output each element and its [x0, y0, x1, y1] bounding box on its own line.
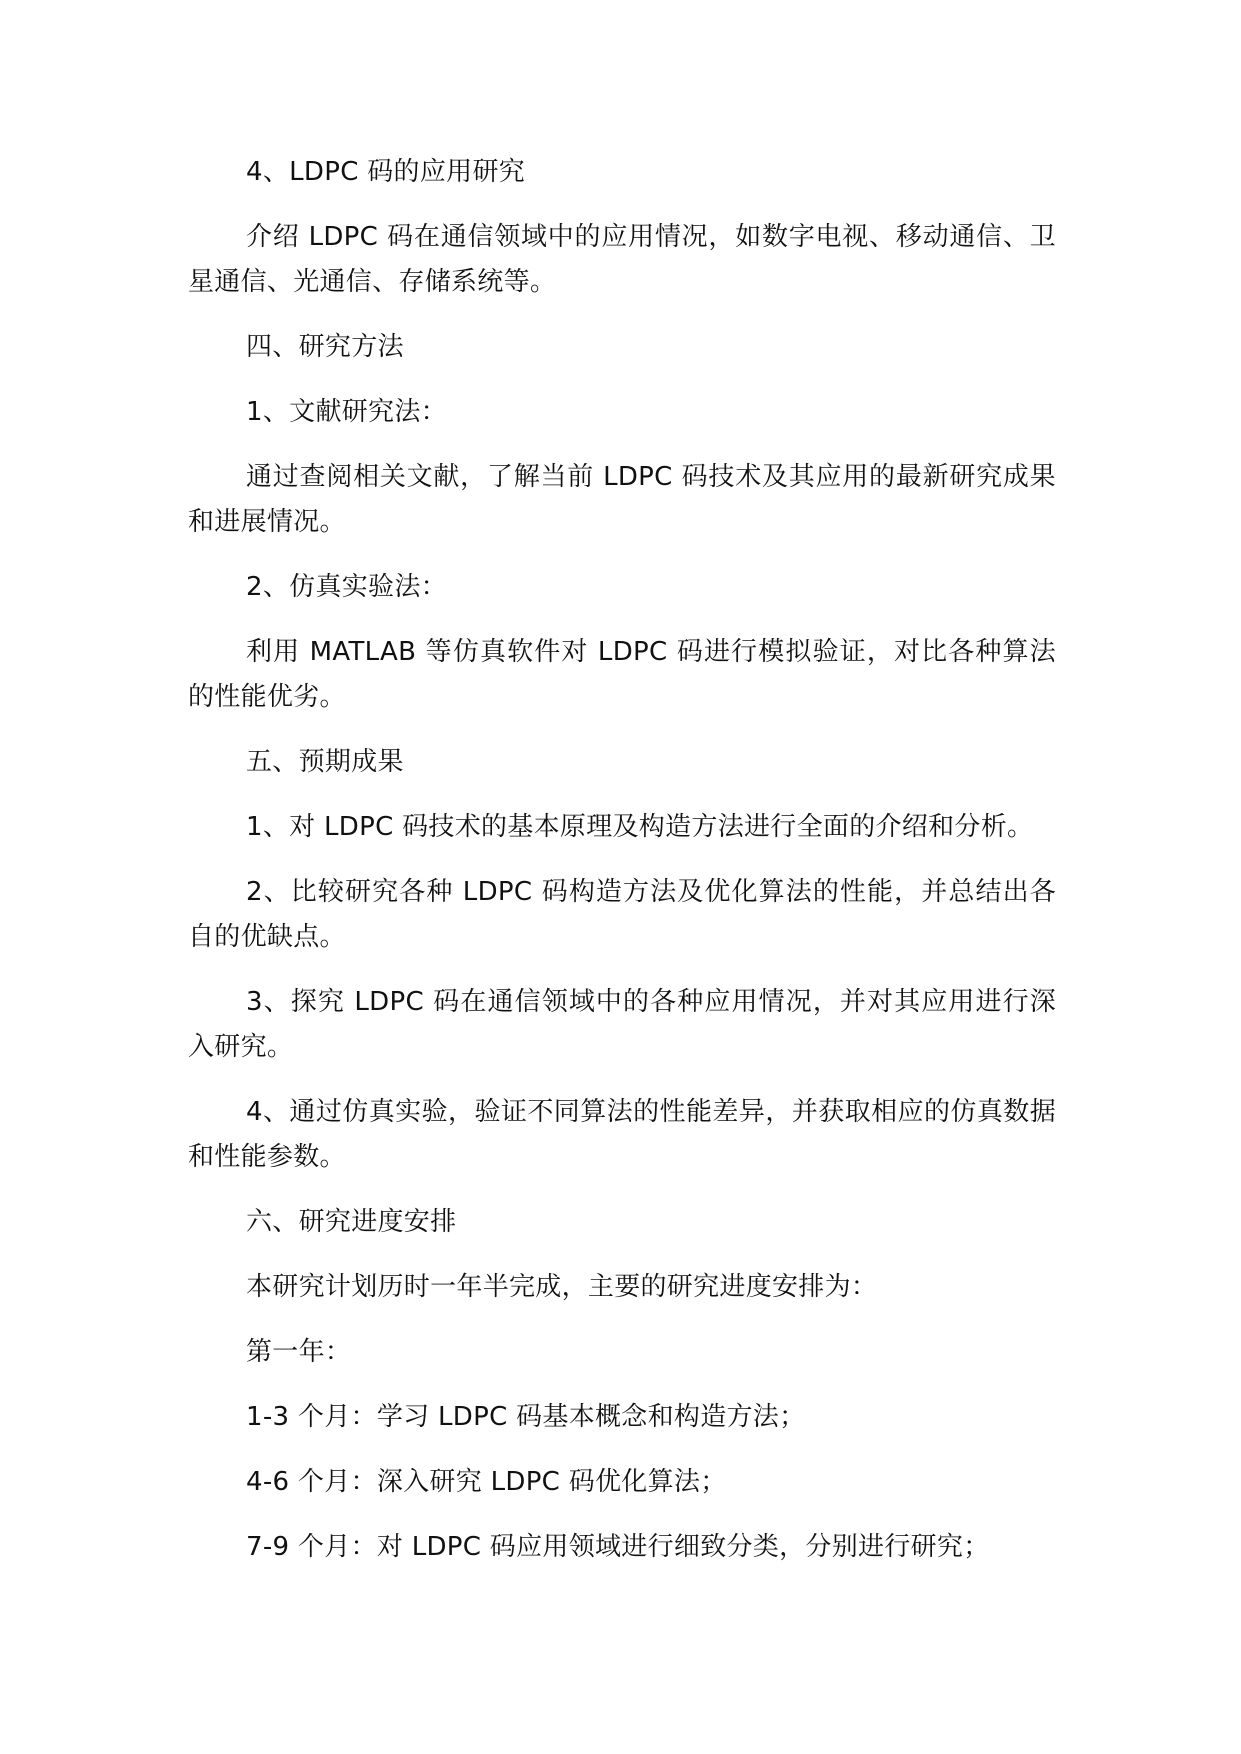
- section-heading: 五、预期成果: [246, 747, 404, 777]
- schedule-item: 7-9 个月：对 LDPC 码应用领域进行细致分类，分别进行研究；: [246, 1532, 990, 1562]
- schedule-item: 4-6 个月：深入研究 LDPC 码优化算法；: [246, 1467, 727, 1497]
- paragraph: 本研究计划历时一年半完成，主要的研究进度安排为：: [246, 1272, 878, 1302]
- paragraph: 介绍 LDPC 码在通信领域中的应用情况，如数字电视、移动通信、卫星通信、光通信、存储系统等。: [188, 222, 1056, 297]
- paragraph: 通过查阅相关文献，了解当前 LDPC 码技术及其应用的最新研究成果和进展情况。: [188, 462, 1056, 537]
- section-heading: 四、研究方法: [246, 332, 404, 362]
- paragraph: 利用 MATLAB 等仿真软件对 LDPC 码进行模拟验证，对比各种算法的性能优劣。: [188, 637, 1056, 712]
- list-item: 3、探究 LDPC 码在通信领域中的各种应用情况，并对其应用进行深入研究。: [188, 987, 1056, 1062]
- section-heading: 4、LDPC 码的应用研究: [246, 157, 526, 187]
- list-item: 1、对 LDPC 码技术的基本原理及构造方法进行全面的介绍和分析。: [246, 812, 1034, 842]
- schedule-year-label: 第一年：: [246, 1337, 352, 1367]
- section-heading: 六、研究进度安排: [246, 1207, 457, 1237]
- subsection-heading: 1、文献研究法：: [246, 397, 447, 427]
- subsection-heading: 2、仿真实验法：: [246, 572, 447, 602]
- list-item: 2、比较研究各种 LDPC 码构造方法及优化算法的性能，并总结出各自的优缺点。: [188, 877, 1056, 952]
- list-item: 4、通过仿真实验，验证不同算法的性能差异，并获取相应的仿真数据和性能参数。: [188, 1097, 1056, 1172]
- document-body: [188, 150, 1056, 1590]
- schedule-item: 1-3 个月：学习 LDPC 码基本概念和构造方法；: [246, 1402, 806, 1432]
